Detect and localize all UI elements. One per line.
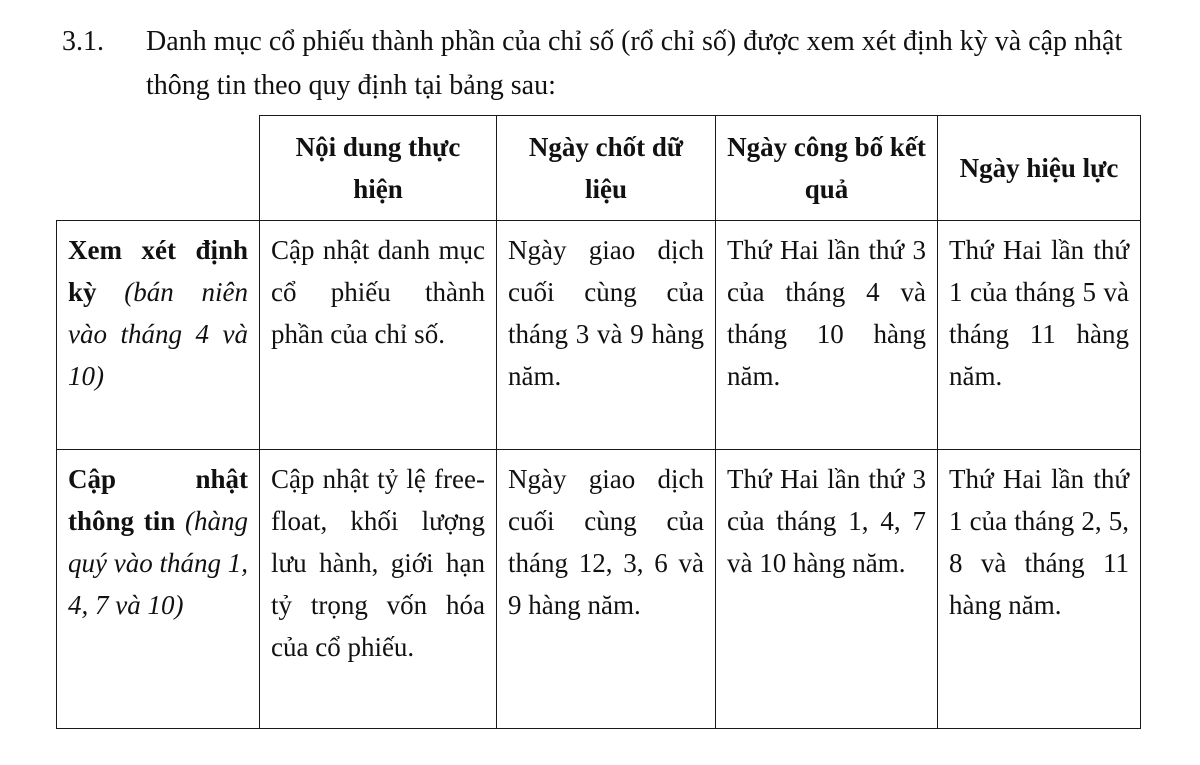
section-number: 3.1. [62, 26, 104, 57]
row-content: Cập nhật tỷ lệ free-float, khối lượng lưu hành, giới hạn tỷ trọng vốn hóa của cổ phiếu. [260, 450, 497, 729]
row-effective-date: Thứ Hai lần thứ 1 của tháng 5 và tháng 11 hàng năm. [938, 221, 1141, 450]
category-note: (hàng quý vào tháng 1, 4, 7 và 10) [68, 506, 248, 620]
row-cutoff-date: Ngày giao dịch cuối cùng của tháng 3 và 9 hàng năm. [497, 221, 716, 450]
category-title: Xem xét định kỳ [68, 235, 248, 307]
header-corner-cell [57, 116, 260, 221]
row-announce-date: Thứ Hai lần thứ 3 của tháng 1, 4, 7 và 10 hàng năm. [716, 450, 938, 729]
row-category [57, 450, 260, 729]
header-content: Nội dung thực hiện [260, 116, 497, 221]
category-title: Cập nhật thông tin [68, 464, 248, 536]
section-paragraph [62, 20, 1152, 108]
review-schedule-table [56, 115, 1141, 729]
category-note: (bán niên vào tháng 4 và 10) [68, 277, 248, 391]
row-category [57, 221, 260, 450]
table-row [57, 450, 1141, 729]
row-announce-date: Thứ Hai lần thứ 3 của tháng 4 và tháng 10 hàng năm. [716, 221, 938, 450]
table-row [57, 221, 1141, 450]
section-text: Danh mục cổ phiếu thành phần của chỉ số (rổ chỉ số) được xem xét định kỳ và cập nhật thông tin theo quy định tại bảng sau: [146, 26, 1123, 101]
row-content: Cập nhật danh mục cổ phiếu thành phần của chỉ số. [260, 221, 497, 450]
table-header-row [57, 116, 1141, 221]
header-announce-date: Ngày công bố kết quả [716, 116, 938, 221]
row-cutoff-date: Ngày giao dịch cuối cùng của tháng 12, 3, 6 và 9 hàng năm. [497, 450, 716, 729]
header-effective-date: Ngày hiệu lực [938, 116, 1141, 221]
header-cutoff-date: Ngày chốt dữ liệu [497, 116, 716, 221]
row-effective-date: Thứ Hai lần thứ 1 của tháng 2, 5, 8 và tháng 11 hàng năm. [938, 450, 1141, 729]
